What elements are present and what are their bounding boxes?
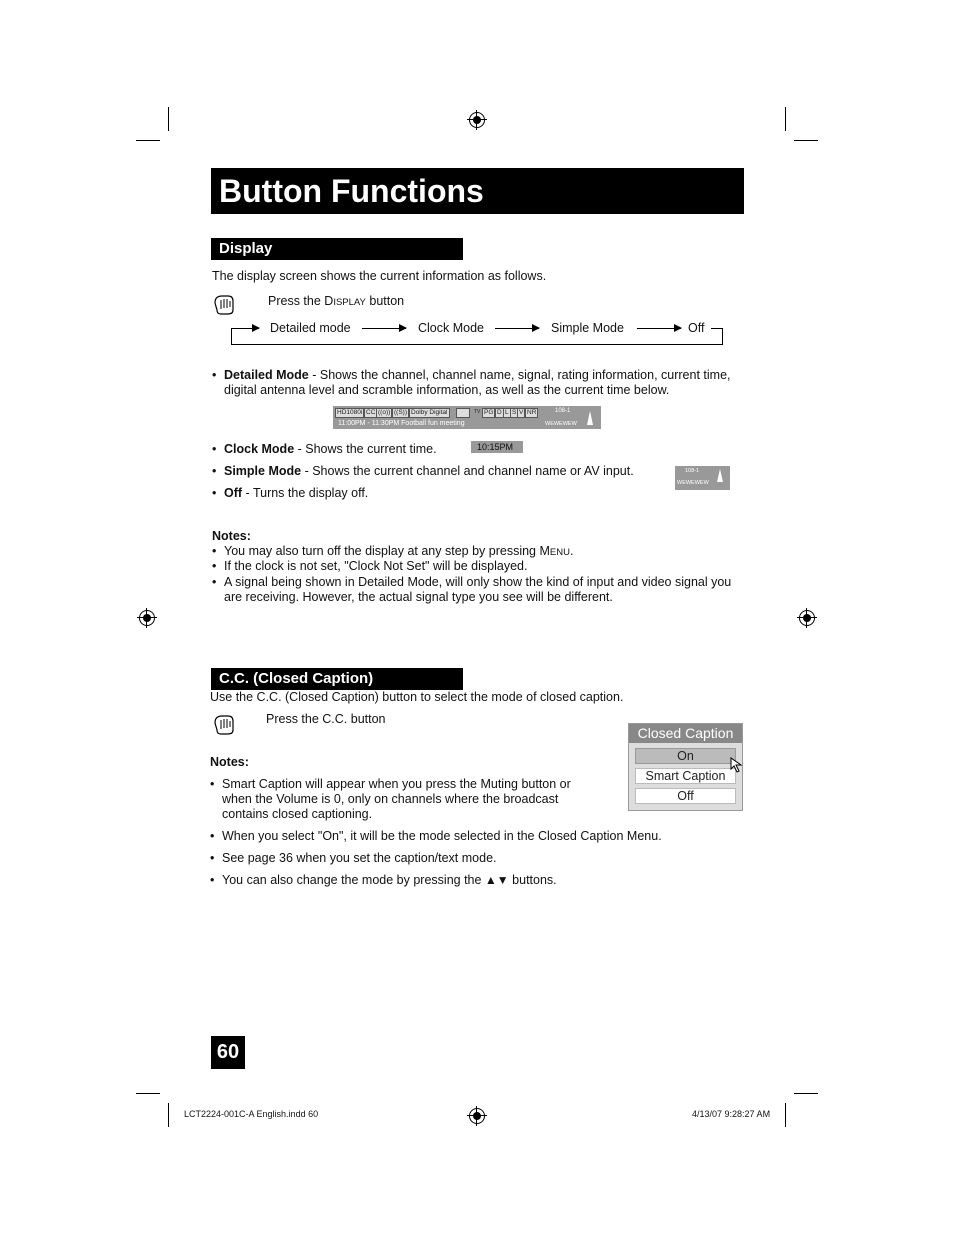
osd-rating-nr: NR [527, 409, 537, 416]
osd-simple-channel: 108-1 [685, 468, 700, 474]
cc-notes-heading: Notes: [210, 755, 249, 769]
cc-press-instruction: Press the C.C. button [266, 712, 386, 726]
display-note: • If the clock is not set, "Clock Not Set" will be displayed. [212, 559, 528, 573]
bullet-detailed-mode: • Detailed Mode - Shows the channel, channel name, signal, rating information, current time, digital antenna level and scramble information, as well as the current time below. [212, 368, 731, 397]
osd-tv: TV [474, 409, 481, 415]
osd-rating-l: L [505, 409, 509, 416]
flow-step-clock: Clock Mode [418, 321, 484, 335]
osd-channel-name: WEWEWEW [545, 421, 577, 427]
flow-loop-line [231, 328, 232, 345]
flow-arrow-icon [495, 328, 539, 329]
crop-mark [168, 1103, 169, 1127]
osd-clock-mode: 10:15PM [471, 441, 523, 453]
osd-dolby: Dolby Digital [411, 409, 448, 416]
display-notes-heading: Notes: [212, 529, 251, 543]
osd-simple-mode [675, 466, 730, 490]
osd-blank-box [456, 408, 470, 418]
crop-mark [136, 140, 160, 141]
registration-mark-icon [469, 112, 485, 128]
cc-note: • You can also change the mode by pressing the ▲▼ buttons. [210, 873, 557, 887]
flow-loop-line [231, 344, 723, 345]
antenna-level-icon [713, 468, 727, 484]
osd-simple-name: WEWEWEW [677, 480, 709, 486]
flow-arrow-icon [362, 328, 406, 329]
closed-caption-menu-title: Closed Caption [629, 724, 742, 743]
osd-detailed-mode [333, 406, 601, 429]
cc-note: • When you select "On", it will be the mode selected in the Closed Caption Menu. [210, 829, 662, 843]
osd-rating-d: D [497, 409, 502, 416]
flow-arrow-icon [231, 328, 259, 329]
osd-rating-s: S [512, 409, 517, 416]
footer-file-info: LCT2224-001C-A English.indd 60 [184, 1109, 319, 1119]
registration-mark-icon [799, 610, 815, 626]
osd-surround: ((S)) [394, 409, 407, 416]
flow-step-detailed: Detailed mode [270, 321, 351, 335]
cc-option-on[interactable]: On [635, 748, 736, 764]
display-intro: The display screen shows the current information as follows. [212, 269, 547, 283]
cc-note: • Smart Caption will appear when you press the Muting button or when the Volume is 0, only on channels where the broadcast contains closed captioning. [210, 777, 571, 821]
osd-channel: 108-1 [555, 408, 571, 414]
osd-rating-v: V [519, 409, 524, 416]
osd-program-time: 11:00PM - 11:30PM Football fun meeting [338, 420, 465, 427]
hand-press-icon [213, 293, 235, 315]
osd-resolution: HD1080i [337, 409, 363, 416]
bullet-clock-mode: • Clock Mode - Shows the current time. [212, 442, 437, 456]
osd-rating: PG [484, 409, 494, 416]
cc-intro: Use the C.C. (Closed Caption) button to select the mode of closed caption. [210, 690, 624, 704]
crop-mark [794, 140, 818, 141]
osd-audio: ((o)) [378, 409, 391, 416]
page-title: Button Functions [211, 168, 744, 214]
registration-mark-icon [469, 1108, 485, 1124]
osd-cc: CC [366, 409, 376, 416]
closed-caption-menu [628, 723, 743, 811]
section-heading-closed-caption: C.C. (Closed Caption) [211, 668, 463, 690]
registration-mark-icon [139, 610, 155, 626]
up-down-arrows-icon: ▲▼ [484, 873, 509, 887]
footer-date: 4/13/07 9:28:27 AM [692, 1109, 771, 1119]
bullet-off: • Off - Turns the display off. [212, 486, 369, 500]
cc-option-off[interactable]: Off [635, 788, 736, 804]
flow-step-simple: Simple Mode [551, 321, 624, 335]
flow-step-off: Off [688, 321, 705, 335]
hand-press-icon [213, 713, 235, 735]
crop-mark [785, 1103, 786, 1127]
page-number: 60 [211, 1036, 245, 1069]
cc-note: • See page 36 when you set the caption/text mode. [210, 851, 497, 865]
flow-loop-line [722, 328, 723, 345]
crop-mark [785, 107, 786, 131]
cc-option-smart-caption[interactable]: Smart Caption [635, 768, 736, 784]
crop-mark [136, 1093, 160, 1094]
section-heading-display: Display [211, 238, 463, 260]
display-note: • A signal being shown in Detailed Mode, will only show the kind of input and video signal you are receiving. However, the actual signal type you see will be different. [212, 575, 732, 604]
crop-mark [168, 107, 169, 131]
flow-arrow-icon [637, 328, 681, 329]
crop-mark [794, 1093, 818, 1094]
display-note: • You may also turn off the display at any step by pressing MENU. [212, 544, 574, 558]
bullet-simple-mode: • Simple Mode - Shows the current channel and channel name or AV input. [212, 464, 634, 478]
display-press-instruction: Press the DISPLAY button [268, 294, 405, 308]
antenna-level-icon [582, 409, 598, 427]
cursor-arrow-icon [730, 757, 744, 773]
